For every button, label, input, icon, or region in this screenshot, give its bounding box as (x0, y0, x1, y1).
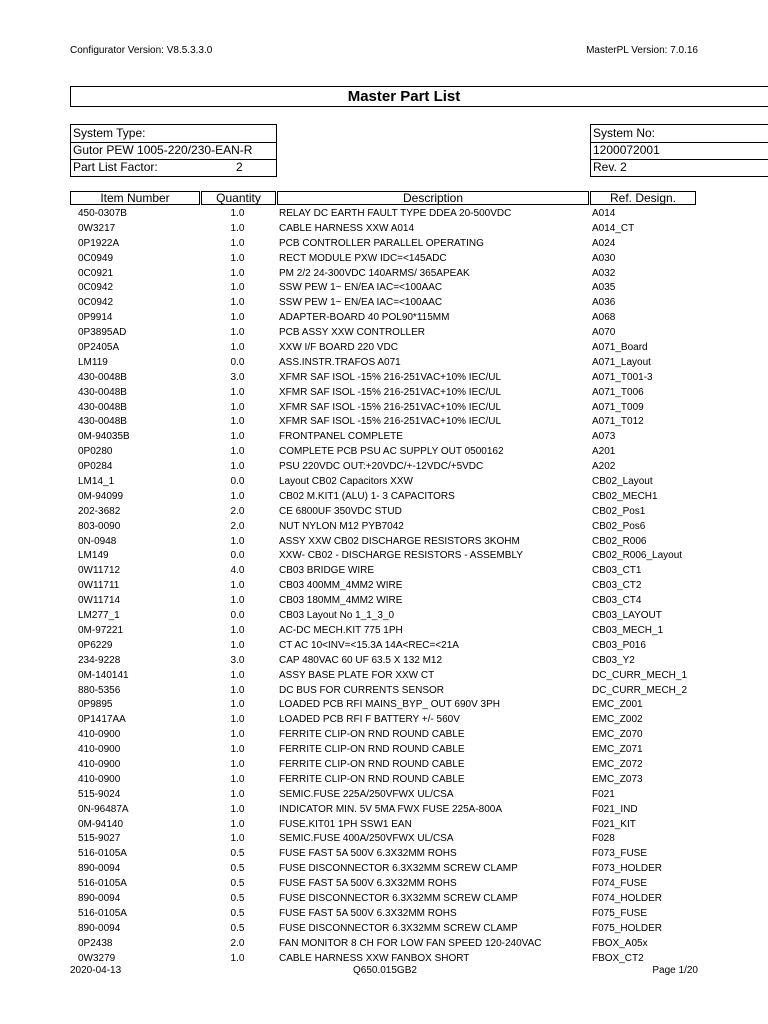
item-number-cell: 515-9027 (78, 833, 121, 845)
item-number-cell: 0W3217 (78, 222, 116, 234)
item-number-cell: 0M-94035B (78, 431, 130, 443)
ref-design-cell: A071_Board (592, 342, 648, 354)
table-row (0, 386, 768, 401)
ref-design-cell: CB02_R006_Layout (592, 550, 683, 562)
system-type-value: Gutor PEW 1005-220/230-EAN-R (73, 143, 253, 157)
table-row (0, 892, 768, 907)
table-row (0, 401, 768, 416)
quantity-cell: 1.0 (230, 222, 245, 234)
ref-design-cell: FBOX_CT2 (592, 952, 644, 964)
quantity-cell: 1.0 (230, 729, 245, 741)
table-row (0, 460, 768, 475)
description-cell: SEMIC.FUSE 225A/250VFWX UL/CSA (279, 788, 454, 800)
description-cell: PSU 220VDC OUT:+20VDC/+-12VDC/+5VDC (279, 461, 484, 473)
item-number-cell: 0N-0948 (78, 535, 117, 547)
ref-design-cell: F073_HOLDER (592, 863, 663, 875)
description-cell: FUSE DISCONNECTOR 6.3X32MM SCREW CLAMP (279, 892, 518, 904)
table-row (0, 594, 768, 609)
table-row (0, 356, 768, 371)
description-cell: CB03 BRIDGE WIRE (279, 565, 375, 577)
ref-design-cell: A071_T001-3 (592, 371, 653, 383)
table-row (0, 907, 768, 922)
item-number-cell: LM14_1 (78, 476, 115, 488)
item-number-cell: 0P2438 (78, 937, 113, 949)
ref-design-cell: F075_HOLDER (592, 922, 663, 934)
quantity-cell: 1.0 (230, 684, 245, 696)
quantity-cell: 1.0 (230, 803, 245, 815)
quantity-cell: 1.0 (230, 297, 245, 309)
ref-design-cell: CB02_Pos6 (592, 520, 646, 532)
table-row (0, 877, 768, 892)
masterpl-version: MasterPL Version: 7.0.16 (586, 45, 698, 56)
description-cell: FUSE FAST 5A 500V 6.3X32MM ROHS (279, 848, 457, 860)
ref-design-cell: A201 (592, 446, 616, 458)
item-number-cell: 890-0094 (78, 922, 121, 934)
description-cell: ADAPTER-BOARD 40 POL90*115MM (279, 312, 450, 324)
item-number-cell: 0W11712 (78, 565, 121, 577)
table-row (0, 803, 768, 818)
quantity-cell: 4.0 (230, 565, 245, 577)
ref-design-cell: A014_CT (592, 222, 635, 234)
ref-design-cell: A073 (592, 431, 616, 443)
quantity-cell: 1.0 (230, 699, 245, 711)
ref-design-cell: F028 (592, 833, 615, 845)
description-cell: XFMR SAF ISOL -15% 216-251VAC+10% IEC/UL (279, 386, 502, 398)
item-number-cell: 0C0942 (78, 297, 114, 309)
description-cell: FUSE FAST 5A 500V 6.3X32MM ROHS (279, 907, 457, 919)
table-row (0, 832, 768, 847)
description-cell: CABLE HARNESS XXW A014 (279, 222, 415, 234)
table-row (0, 252, 768, 267)
description-cell: XFMR SAF ISOL -15% 216-251VAC+10% IEC/UL (279, 401, 502, 413)
ref-design-cell: A014 (592, 208, 616, 219)
ref-design-cell: A202 (592, 461, 616, 473)
configurator-version: Configurator Version: V8.5.3.3.0 (70, 45, 213, 56)
ref-design-cell: CB03_CT1 (592, 565, 642, 577)
description-cell: CE 6800UF 350VDC STUD (279, 505, 402, 517)
item-number-cell: 0M-94099 (78, 490, 124, 502)
quantity-cell: 1.0 (230, 773, 245, 785)
ref-design-cell: DC_CURR_MECH_1 (592, 669, 688, 681)
col-header-description: Description (277, 191, 589, 205)
quantity-cell: 1.0 (230, 446, 245, 458)
table-row (0, 490, 768, 505)
ref-design-cell: A032 (592, 267, 616, 279)
item-number-cell: 0P0284 (78, 461, 113, 473)
ref-design-cell: EMC_Z072 (592, 758, 643, 770)
ref-design-cell: F021 (592, 788, 615, 800)
quantity-cell: 1.0 (230, 788, 245, 800)
ref-design-cell: CB03_Y2 (592, 654, 635, 666)
table-row (0, 847, 768, 862)
item-number-cell: LM119 (78, 356, 108, 368)
table-row (0, 564, 768, 579)
quantity-cell: 1.0 (230, 327, 245, 339)
table-row (0, 207, 768, 222)
part-list-factor-label: Part List Factor: (73, 160, 158, 174)
quantity-cell: 1.0 (230, 833, 245, 845)
item-number-cell: 0M-140141 (78, 669, 129, 681)
item-number-cell: 430-0048B (78, 371, 127, 383)
ref-design-cell: F021_IND (592, 803, 638, 815)
table-row (0, 237, 768, 252)
item-number-cell: 410-0900 (78, 729, 121, 741)
quantity-cell: 2.0 (230, 937, 245, 949)
item-number-cell: 0N-96487A (78, 803, 129, 815)
ref-design-cell: A035 (592, 282, 616, 294)
ref-design-cell: DC_CURR_MECH_2 (592, 684, 688, 696)
table-row (0, 669, 768, 684)
ref-design-cell: CB03_CT2 (592, 580, 642, 592)
table-row (0, 654, 768, 669)
quantity-cell: 0.5 (230, 892, 245, 904)
part-list-factor-row (73, 159, 273, 176)
quantity-cell: 1.0 (230, 237, 245, 249)
table-row (0, 326, 768, 341)
quantity-cell: 1.0 (230, 639, 245, 651)
quantity-cell: 1.0 (230, 252, 245, 264)
ref-design-cell: CB03_MECH_1 (592, 624, 664, 636)
ref-design-cell: A030 (592, 252, 616, 264)
item-number-cell: 0M-97221 (78, 624, 124, 636)
table-row (0, 579, 768, 594)
description-cell: FERRITE CLIP-ON RND ROUND CABLE (279, 729, 465, 741)
quantity-cell: 0.5 (230, 848, 245, 860)
ref-design-cell: CB02_R006 (592, 535, 647, 547)
table-row (0, 281, 768, 296)
description-cell: SSW PEW 1~ EN/EA IAC=<100AAC (279, 297, 443, 309)
item-number-cell: 516-0105A (78, 848, 127, 860)
revision: Rev. 2 (593, 160, 627, 174)
description-cell: PCB CONTROLLER PARALLEL OPERATING (279, 237, 484, 249)
description-cell: DC BUS FOR CURRENTS SENSOR (279, 684, 445, 696)
item-number-cell: 516-0105A (78, 878, 127, 890)
col-header-item-number: Item Number (70, 191, 200, 205)
item-number-cell: 410-0900 (78, 773, 121, 785)
item-number-cell: 0P0280 (78, 446, 113, 458)
quantity-cell: 1.0 (230, 535, 245, 547)
ref-design-cell: EMC_Z001 (592, 699, 643, 711)
description-cell: AC-DC MECH.KIT 775 1PH (279, 624, 403, 636)
item-number-cell: 234-9228 (78, 654, 121, 666)
quantity-cell: 1.0 (230, 431, 245, 443)
description-cell: PM 2/2 24-300VDC 140ARMS/ 365APEAK (279, 267, 470, 279)
quantity-cell: 1.0 (230, 714, 245, 726)
table-row (0, 684, 768, 699)
item-number-cell: 0P9895 (78, 699, 113, 711)
quantity-cell: 1.0 (230, 490, 245, 502)
item-number-cell: 0C0949 (78, 252, 114, 264)
ref-design-cell: F074_FUSE (592, 878, 648, 890)
description-cell: CB02 M.KIT1 (ALU) 1- 3 CAPACITORS (279, 490, 455, 502)
quantity-cell: 0.0 (230, 476, 245, 488)
description-cell: PCB ASSY XXW CONTROLLER (279, 327, 425, 339)
table-row (0, 698, 768, 713)
item-number-cell: 0W11711 (78, 580, 120, 592)
description-cell: CABLE HARNESS XXW FANBOX SHORT (279, 952, 470, 964)
ref-design-cell: FBOX_A05x (592, 937, 648, 949)
quantity-cell: 1.0 (230, 282, 245, 294)
ref-design-cell: F075_FUSE (592, 907, 648, 919)
system-no-box (590, 124, 768, 177)
ref-design-cell: F074_HOLDER (592, 892, 663, 904)
description-cell: FUSE FAST 5A 500V 6.3X32MM ROHS (279, 878, 457, 890)
item-number-cell: 410-0900 (78, 758, 121, 770)
table-row (0, 430, 768, 445)
description-cell: RECT MODULE PXW IDC=<145ADC (279, 252, 447, 264)
description-cell: ASSY BASE PLATE FOR XXW CT (279, 669, 435, 681)
item-number-cell: 0P2405A (78, 342, 120, 354)
table-row (0, 937, 768, 952)
quantity-cell: 1.0 (230, 386, 245, 398)
ref-design-cell: EMC_Z073 (592, 773, 643, 785)
description-cell: FAN MONITOR 8 CH FOR LOW FAN SPEED 120-240VAC (279, 937, 542, 949)
item-number-cell: 515-9024 (78, 788, 121, 800)
item-number-cell: 430-0048B (78, 386, 127, 398)
description-cell: LOADED PCB RFI MAINS_BYP_ OUT 690V 3PH (279, 699, 501, 711)
quantity-cell: 3.0 (230, 371, 245, 383)
quantity-cell: 1.0 (230, 744, 245, 756)
quantity-cell: 1.0 (230, 342, 245, 354)
description-cell: XFMR SAF ISOL -15% 216-251VAC+10% IEC/UL (279, 371, 502, 383)
quantity-cell: 1.0 (230, 416, 245, 428)
item-number-cell: LM277_1 (78, 610, 120, 622)
system-type-label: System Type: (73, 126, 146, 140)
item-number-cell: LM149 (78, 550, 109, 562)
item-number-cell: 430-0048B (78, 416, 127, 428)
description-cell: SSW PEW 1~ EN/EA IAC=<100AAC (279, 282, 443, 294)
table-row (0, 311, 768, 326)
ref-design-cell: A071_T012 (592, 416, 644, 428)
quantity-cell: 2.0 (230, 505, 245, 517)
table-row (0, 773, 768, 788)
ref-design-cell: CB03_P016 (592, 639, 646, 651)
description-cell: FERRITE CLIP-ON RND ROUND CABLE (279, 758, 465, 770)
description-cell: FERRITE CLIP-ON RND ROUND CABLE (279, 744, 465, 756)
description-cell: SEMIC.FUSE 400A/250VFWX UL/CSA (279, 833, 454, 845)
quantity-cell: 1.0 (230, 267, 245, 279)
item-number-cell: 0P1922A (78, 237, 120, 249)
description-cell: COMPLETE PCB PSU AC SUPPLY OUT 0500162 (279, 446, 504, 458)
description-cell: CB03 180MM_4MM2 WIRE (279, 595, 403, 607)
table-row (0, 743, 768, 758)
ref-design-cell: A071_T006 (592, 386, 644, 398)
ref-design-cell: CB02_Pos1 (592, 505, 646, 517)
col-header-quantity: Quantity (201, 191, 276, 205)
description-cell: FRONTPANEL COMPLETE (279, 431, 403, 443)
ref-design-cell: EMC_Z002 (592, 714, 643, 726)
description-cell: CB03 Layout No 1_1_3_0 (279, 610, 395, 622)
ref-design-cell: CB02_Layout (592, 476, 653, 488)
table-row (0, 415, 768, 430)
item-number-cell: 516-0105A (78, 907, 127, 919)
quantity-cell: 1.0 (230, 952, 245, 964)
quantity-cell: 1.0 (230, 312, 245, 324)
table-row (0, 788, 768, 803)
quantity-cell: 0.5 (230, 907, 245, 919)
item-number-cell: 0W11714 (78, 595, 121, 607)
footer-page: Page 1/20 (652, 965, 698, 976)
ref-design-cell: A071_Layout (592, 356, 651, 368)
item-number-cell: 0P6229 (78, 639, 113, 651)
ref-design-cell: CB03_LAYOUT (592, 610, 662, 622)
quantity-cell: 1.0 (230, 401, 245, 413)
table-row (0, 222, 768, 237)
quantity-cell: 2.0 (230, 520, 245, 532)
table-row (0, 862, 768, 877)
part-list-table (0, 207, 768, 966)
ref-design-cell: A071_T009 (592, 401, 644, 413)
item-number-cell: 202-3682 (78, 505, 121, 517)
description-cell: RELAY DC EARTH FAULT TYPE DDEA 20-500VDC (279, 208, 512, 219)
quantity-cell: 3.0 (230, 654, 245, 666)
table-row (0, 520, 768, 535)
quantity-cell: 0.5 (230, 922, 245, 934)
table-row (0, 609, 768, 624)
table-row (0, 818, 768, 833)
footer-date: 2020-04-13 (70, 965, 122, 976)
quantity-cell: 1.0 (230, 624, 245, 636)
item-number-cell: 0M-94140 (78, 818, 124, 830)
footer-doc-number: Q650.015GB2 (353, 965, 417, 976)
description-cell: ASSY XXW CB02 DISCHARGE RESISTORS 3KOHM (279, 535, 520, 547)
ref-design-cell: F073_FUSE (592, 848, 648, 860)
quantity-cell: 1.0 (230, 461, 245, 473)
table-row (0, 445, 768, 460)
quantity-cell: 1.0 (230, 669, 245, 681)
description-cell: XFMR SAF ISOL -15% 216-251VAC+10% IEC/UL (279, 416, 502, 428)
ref-design-cell: A036 (592, 297, 616, 309)
item-number-cell: 0C0921 (78, 267, 114, 279)
quantity-cell: 0.0 (230, 550, 245, 562)
title-box (70, 86, 768, 107)
part-list-factor-value: 2 (236, 160, 243, 174)
description-cell: XXW I/F BOARD 220 VDC (279, 342, 398, 354)
system-no-label: System No: (593, 126, 656, 140)
ref-design-cell: A068 (592, 312, 616, 324)
quantity-cell: 1.0 (230, 758, 245, 770)
item-number-cell: 890-0094 (78, 863, 121, 875)
table-row (0, 922, 768, 937)
table-row (0, 475, 768, 490)
description-cell: XXW- CB02 - DISCHARGE RESISTORS - ASSEMBLY (279, 550, 523, 562)
col-header-ref-design: Ref. Design. (590, 191, 696, 205)
table-row (0, 535, 768, 550)
quantity-cell: 1.0 (230, 595, 245, 607)
item-number-cell: 450-0307B (78, 208, 127, 219)
description-cell: LOADED PCB RFI F BATTERY +/- 560V (279, 714, 460, 726)
description-cell: CT AC 10<INV=<15.3A 14A<REC=<21A (279, 639, 459, 651)
item-number-cell: 0P3895AD (78, 327, 127, 339)
item-number-cell: 0P9914 (78, 312, 113, 324)
ref-design-cell: CB03_CT4 (592, 595, 642, 607)
system-type-box (70, 124, 277, 177)
page-title: Master Part List (347, 88, 461, 105)
table-row (0, 505, 768, 520)
quantity-cell: 1.0 (230, 208, 245, 219)
description-cell: NUT NYLON M12 PYB7042 (279, 520, 404, 532)
quantity-cell: 0.5 (230, 878, 245, 890)
ref-design-cell: A024 (592, 237, 616, 249)
description-cell: FUSE.KIT01 1PH SSW1 EAN (279, 818, 412, 830)
table-row (0, 267, 768, 282)
quantity-cell: 0.0 (230, 356, 245, 368)
table-row (0, 296, 768, 311)
item-number-cell: 430-0048B (78, 401, 127, 413)
ref-design-cell: F021_KIT (592, 818, 636, 830)
item-number-cell: 880-5356 (78, 684, 121, 696)
table-row (0, 371, 768, 386)
table-row (0, 341, 768, 356)
quantity-cell: 0.5 (230, 863, 245, 875)
ref-design-cell: CB02_MECH1 (592, 490, 658, 502)
item-number-cell: 803-0090 (78, 520, 121, 532)
item-number-cell: 410-0900 (78, 744, 121, 756)
table-row (0, 639, 768, 654)
description-cell: FUSE DISCONNECTOR 6.3X32MM SCREW CLAMP (279, 863, 518, 875)
item-number-cell: 0W3279 (78, 952, 116, 964)
quantity-cell: 1.0 (230, 818, 245, 830)
item-number-cell: 0P1417AA (78, 714, 126, 726)
table-row (0, 713, 768, 728)
description-cell: ASS.INSTR.TRAFOS A071 (279, 356, 401, 368)
quantity-cell: 0.0 (230, 610, 245, 622)
quantity-cell: 1.0 (230, 580, 245, 592)
description-cell: CB03 400MM_4MM2 WIRE (279, 580, 403, 592)
description-cell: INDICATOR MIN. 5V 5MA FWX FUSE 225A-800A (279, 803, 503, 815)
description-cell: CAP 480VAC 60 UF 63.5 X 132 M12 (279, 654, 443, 666)
table-row (0, 728, 768, 743)
description-cell: Layout CB02 Capacitors XXW (279, 476, 413, 488)
description-cell: FERRITE CLIP-ON RND ROUND CABLE (279, 773, 465, 785)
table-row (0, 624, 768, 639)
description-cell: FUSE DISCONNECTOR 6.3X32MM SCREW CLAMP (279, 922, 518, 934)
ref-design-cell: EMC_Z071 (592, 744, 643, 756)
ref-design-cell: EMC_Z070 (592, 729, 643, 741)
table-row (0, 549, 768, 564)
item-number-cell: 890-0094 (78, 892, 121, 904)
table-row (0, 758, 768, 773)
ref-design-cell: A070 (592, 327, 616, 339)
item-number-cell: 0C0942 (78, 282, 114, 294)
system-no-value: 1200072001 (593, 143, 660, 157)
